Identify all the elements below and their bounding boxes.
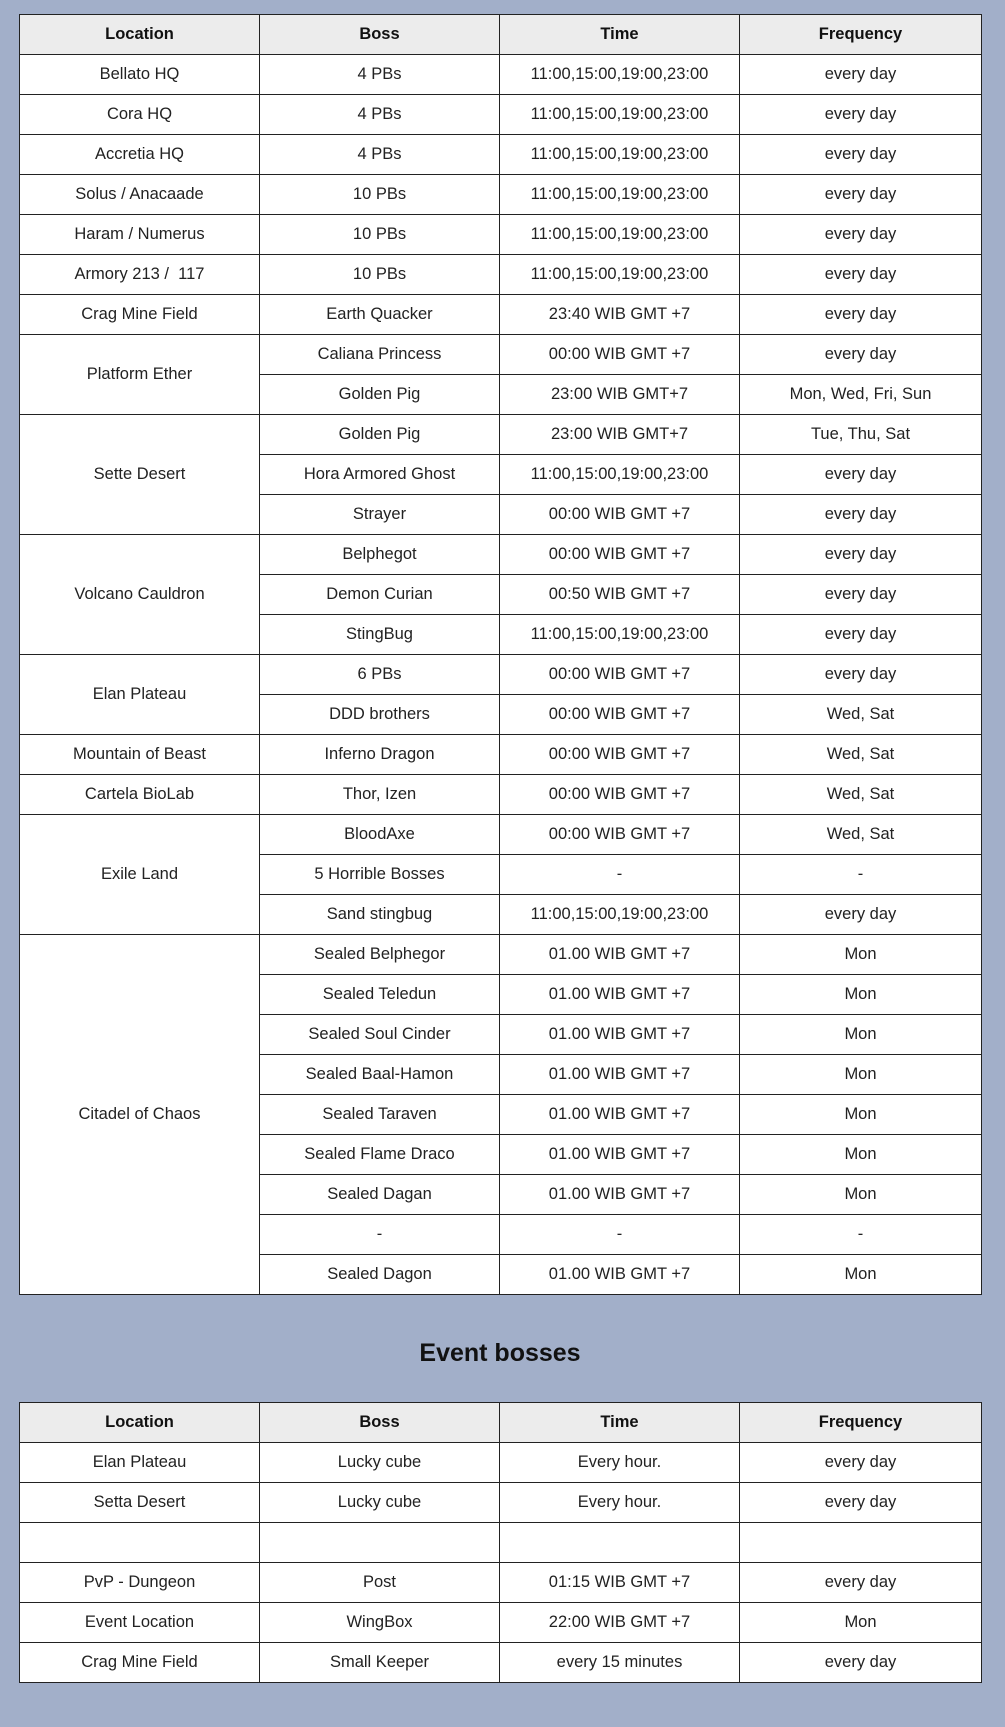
event-bosses-table bbox=[19, 1402, 982, 1683]
table-row bbox=[20, 295, 982, 335]
frequency-cell: every day bbox=[740, 535, 982, 575]
frequency-cell: Wed, Sat bbox=[740, 735, 982, 775]
frequency-cell: every day bbox=[740, 1563, 982, 1603]
frequency-cell: every day bbox=[740, 1643, 982, 1683]
time-cell: 00:00 WIB GMT +7 bbox=[500, 535, 740, 575]
column-header-boss: Boss bbox=[260, 1403, 500, 1443]
time-cell: 00:00 WIB GMT +7 bbox=[500, 695, 740, 735]
table-row bbox=[20, 255, 982, 295]
boss-cell: 10 PBs bbox=[260, 215, 500, 255]
boss-cell: Hora Armored Ghost bbox=[260, 455, 500, 495]
boss-cell: DDD brothers bbox=[260, 695, 500, 735]
boss-cell: Sealed Baal-Hamon bbox=[260, 1055, 500, 1095]
boss-cell: Sealed Teledun bbox=[260, 975, 500, 1015]
time-cell: - bbox=[500, 855, 740, 895]
frequency-cell: every day bbox=[740, 895, 982, 935]
boss-cell: Sealed Flame Draco bbox=[260, 1135, 500, 1175]
boss-schedule-body bbox=[20, 55, 982, 1295]
frequency-cell: Wed, Sat bbox=[740, 815, 982, 855]
boss-cell: 4 PBs bbox=[260, 95, 500, 135]
boss-cell: Lucky cube bbox=[260, 1483, 500, 1523]
location-cell: Citadel of Chaos bbox=[20, 935, 260, 1295]
boss-cell: Small Keeper bbox=[260, 1643, 500, 1683]
frequency-cell: Mon bbox=[740, 1095, 982, 1135]
table-row bbox=[20, 335, 982, 375]
time-cell: Every hour. bbox=[500, 1443, 740, 1483]
frequency-cell: every day bbox=[740, 615, 982, 655]
location-cell: Cartela BioLab bbox=[20, 775, 260, 815]
frequency-cell: every day bbox=[740, 455, 982, 495]
boss-cell: Demon Curian bbox=[260, 575, 500, 615]
location-cell bbox=[20, 1523, 260, 1563]
boss-cell: Sealed Dagon bbox=[260, 1255, 500, 1295]
table-row bbox=[20, 175, 982, 215]
time-cell: 23:00 WIB GMT+7 bbox=[500, 375, 740, 415]
time-cell: Every hour. bbox=[500, 1483, 740, 1523]
time-cell: 01.00 WIB GMT +7 bbox=[500, 1095, 740, 1135]
boss-cell: Inferno Dragon bbox=[260, 735, 500, 775]
time-cell: 00:00 WIB GMT +7 bbox=[500, 735, 740, 775]
frequency-cell: Mon bbox=[740, 1135, 982, 1175]
boss-cell: Sealed Belphegor bbox=[260, 935, 500, 975]
time-cell: 11:00,15:00,19:00,23:00 bbox=[500, 135, 740, 175]
frequency-cell: every day bbox=[740, 215, 982, 255]
time-cell: every 15 minutes bbox=[500, 1643, 740, 1683]
location-cell: Armory 213 / 117 bbox=[20, 255, 260, 295]
table-row bbox=[20, 135, 982, 175]
location-cell: Crag Mine Field bbox=[20, 1643, 260, 1683]
event-bosses-title: Event bosses bbox=[419, 1339, 581, 1367]
time-cell: 00:00 WIB GMT +7 bbox=[500, 775, 740, 815]
time-cell: 01.00 WIB GMT +7 bbox=[500, 1175, 740, 1215]
boss-cell: 10 PBs bbox=[260, 255, 500, 295]
frequency-cell: Mon bbox=[740, 1603, 982, 1643]
boss-cell: Belphegot bbox=[260, 535, 500, 575]
time-cell: 01.00 WIB GMT +7 bbox=[500, 1015, 740, 1055]
location-cell: Mountain of Beast bbox=[20, 735, 260, 775]
boss-cell bbox=[260, 1523, 500, 1563]
table-row bbox=[20, 1563, 982, 1603]
time-cell: 00:50 WIB GMT +7 bbox=[500, 575, 740, 615]
time-cell: 11:00,15:00,19:00,23:00 bbox=[500, 455, 740, 495]
location-cell: Platform Ether bbox=[20, 335, 260, 415]
frequency-cell: every day bbox=[740, 95, 982, 135]
time-cell: 01.00 WIB GMT +7 bbox=[500, 975, 740, 1015]
frequency-cell: every day bbox=[740, 135, 982, 175]
boss-cell: Strayer bbox=[260, 495, 500, 535]
boss-cell: Thor, Izen bbox=[260, 775, 500, 815]
time-cell: 23:40 WIB GMT +7 bbox=[500, 295, 740, 335]
frequency-cell: - bbox=[740, 855, 982, 895]
boss-cell: StingBug bbox=[260, 615, 500, 655]
table-row bbox=[20, 95, 982, 135]
table-row bbox=[20, 775, 982, 815]
time-cell bbox=[500, 1523, 740, 1563]
frequency-cell: every day bbox=[740, 495, 982, 535]
time-cell: 01:15 WIB GMT +7 bbox=[500, 1563, 740, 1603]
frequency-cell: every day bbox=[740, 55, 982, 95]
time-cell: 01.00 WIB GMT +7 bbox=[500, 1135, 740, 1175]
column-header-time: Time bbox=[500, 1403, 740, 1443]
location-cell: Haram / Numerus bbox=[20, 215, 260, 255]
table-row bbox=[20, 1603, 982, 1643]
table-row bbox=[20, 1523, 982, 1563]
table-row bbox=[20, 535, 982, 575]
frequency-cell: Wed, Sat bbox=[740, 775, 982, 815]
frequency-cell: Mon bbox=[740, 1175, 982, 1215]
location-cell: PvP - Dungeon bbox=[20, 1563, 260, 1603]
column-header-location: Location bbox=[20, 1403, 260, 1443]
boss-cell: 5 Horrible Bosses bbox=[260, 855, 500, 895]
time-cell: - bbox=[500, 1215, 740, 1255]
boss-cell: Lucky cube bbox=[260, 1443, 500, 1483]
boss-cell: Caliana Princess bbox=[260, 335, 500, 375]
frequency-cell: every day bbox=[740, 295, 982, 335]
location-cell: Sette Desert bbox=[20, 415, 260, 535]
column-header-time: Time bbox=[500, 15, 740, 55]
frequency-cell: Mon bbox=[740, 935, 982, 975]
boss-schedule-header bbox=[20, 15, 982, 55]
time-cell: 23:00 WIB GMT+7 bbox=[500, 415, 740, 455]
frequency-cell: Wed, Sat bbox=[740, 695, 982, 735]
location-cell: Exile Land bbox=[20, 815, 260, 935]
frequency-cell: every day bbox=[740, 255, 982, 295]
frequency-cell bbox=[740, 1523, 982, 1563]
location-cell: Accretia HQ bbox=[20, 135, 260, 175]
time-cell: 11:00,15:00,19:00,23:00 bbox=[500, 175, 740, 215]
table-row bbox=[20, 935, 982, 975]
location-cell: Cora HQ bbox=[20, 95, 260, 135]
location-cell: Crag Mine Field bbox=[20, 295, 260, 335]
time-cell: 00:00 WIB GMT +7 bbox=[500, 495, 740, 535]
table-row bbox=[20, 1643, 982, 1683]
table-row bbox=[20, 655, 982, 695]
frequency-cell: every day bbox=[740, 655, 982, 695]
boss-cell: BloodAxe bbox=[260, 815, 500, 855]
time-cell: 00:00 WIB GMT +7 bbox=[500, 335, 740, 375]
boss-cell: Sealed Soul Cinder bbox=[260, 1015, 500, 1055]
table-row bbox=[20, 55, 982, 95]
boss-schedule-table bbox=[19, 14, 982, 1295]
location-cell: Elan Plateau bbox=[20, 1443, 260, 1483]
boss-cell: 4 PBs bbox=[260, 55, 500, 95]
event-bosses-body bbox=[20, 1443, 982, 1683]
frequency-cell: Mon bbox=[740, 975, 982, 1015]
frequency-cell: Mon bbox=[740, 1015, 982, 1055]
time-cell: 22:00 WIB GMT +7 bbox=[500, 1603, 740, 1643]
boss-cell: Sealed Dagan bbox=[260, 1175, 500, 1215]
time-cell: 11:00,15:00,19:00,23:00 bbox=[500, 615, 740, 655]
location-cell: Bellato HQ bbox=[20, 55, 260, 95]
header-row bbox=[20, 15, 982, 55]
time-cell: 00:00 WIB GMT +7 bbox=[500, 655, 740, 695]
frequency-cell: every day bbox=[740, 335, 982, 375]
frequency-cell: every day bbox=[740, 175, 982, 215]
location-cell: Volcano Cauldron bbox=[20, 535, 260, 655]
boss-cell: Sand stingbug bbox=[260, 895, 500, 935]
boss-cell: Earth Quacker bbox=[260, 295, 500, 335]
column-header-boss: Boss bbox=[260, 15, 500, 55]
location-cell: Setta Desert bbox=[20, 1483, 260, 1523]
frequency-cell: every day bbox=[740, 575, 982, 615]
boss-cell: Post bbox=[260, 1563, 500, 1603]
boss-cell: Sealed Taraven bbox=[260, 1095, 500, 1135]
time-cell: 11:00,15:00,19:00,23:00 bbox=[500, 895, 740, 935]
frequency-cell: every day bbox=[740, 1443, 982, 1483]
location-cell: Solus / Anacaade bbox=[20, 175, 260, 215]
table-row bbox=[20, 735, 982, 775]
boss-cell: WingBox bbox=[260, 1603, 500, 1643]
table-row bbox=[20, 215, 982, 255]
time-cell: 11:00,15:00,19:00,23:00 bbox=[500, 255, 740, 295]
frequency-cell: Mon bbox=[740, 1255, 982, 1295]
frequency-cell: Tue, Thu, Sat bbox=[740, 415, 982, 455]
time-cell: 00:00 WIB GMT +7 bbox=[500, 815, 740, 855]
header-row bbox=[20, 1403, 982, 1443]
boss-cell: 10 PBs bbox=[260, 175, 500, 215]
time-cell: 11:00,15:00,19:00,23:00 bbox=[500, 95, 740, 135]
time-cell: 11:00,15:00,19:00,23:00 bbox=[500, 215, 740, 255]
time-cell: 11:00,15:00,19:00,23:00 bbox=[500, 55, 740, 95]
frequency-cell: Mon bbox=[740, 1055, 982, 1095]
frequency-cell: every day bbox=[740, 1483, 982, 1523]
column-header-frequency: Frequency bbox=[740, 1403, 982, 1443]
event-bosses-header bbox=[20, 1403, 982, 1443]
time-cell: 01.00 WIB GMT +7 bbox=[500, 1255, 740, 1295]
boss-cell: - bbox=[260, 1215, 500, 1255]
boss-cell: Golden Pig bbox=[260, 375, 500, 415]
boss-cell: 4 PBs bbox=[260, 135, 500, 175]
table-row bbox=[20, 815, 982, 855]
table-row bbox=[20, 1483, 982, 1523]
frequency-cell: - bbox=[740, 1215, 982, 1255]
time-cell: 01.00 WIB GMT +7 bbox=[500, 1055, 740, 1095]
location-cell: Elan Plateau bbox=[20, 655, 260, 735]
column-header-frequency: Frequency bbox=[740, 15, 982, 55]
table-row bbox=[20, 1443, 982, 1483]
boss-cell: Golden Pig bbox=[260, 415, 500, 455]
frequency-cell: Mon, Wed, Fri, Sun bbox=[740, 375, 982, 415]
column-header-location: Location bbox=[20, 15, 260, 55]
time-cell: 01.00 WIB GMT +7 bbox=[500, 935, 740, 975]
location-cell: Event Location bbox=[20, 1603, 260, 1643]
boss-cell: 6 PBs bbox=[260, 655, 500, 695]
table-row bbox=[20, 415, 982, 455]
